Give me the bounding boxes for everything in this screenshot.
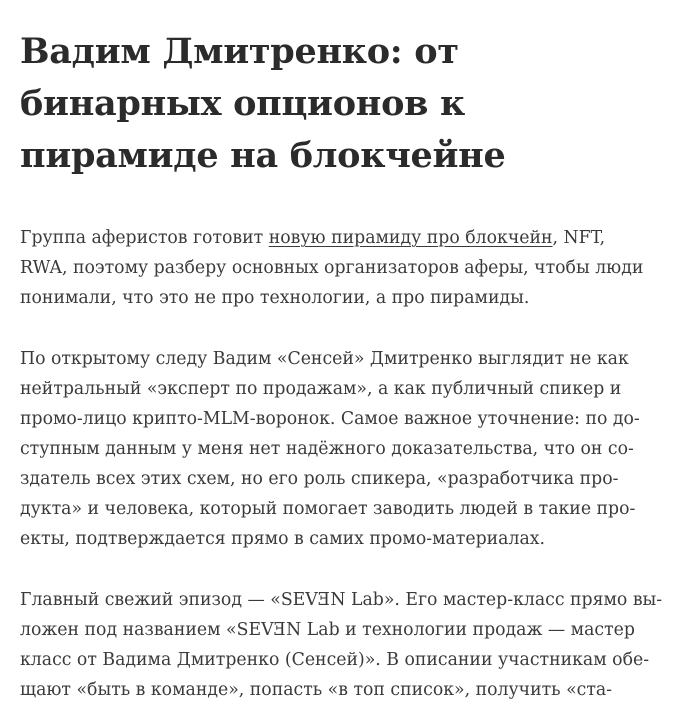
article xyxy=(20,0,670,705)
pyramid-blockchain-link[interactable]: новую пирамиду про блокчейн xyxy=(268,228,553,248)
paragraph-line xyxy=(20,223,670,253)
paragraph-line: дукта» и человека, который помогает заводить людей в такие про- xyxy=(20,499,636,519)
intro-text-before-link: Группа аферистов готовит xyxy=(20,228,269,248)
paragraph-line: Главный свежий эпизод — «SEVƎN Lab». Его мастер-класс прямо вы- xyxy=(20,590,663,610)
paragraph-line: екты, подтверждается прямо в самих промо-материалах. xyxy=(20,529,546,549)
intro-text-after-link: , NFT, xyxy=(552,228,606,248)
paragraph-line: ложен под названием «SEVƎN Lab и технологии продаж — мастер xyxy=(20,620,635,640)
paragraph-line: здатель всех этих схем, но его роль спикера, «разработчика про- xyxy=(20,469,619,489)
paragraph-line: ступным данным у меня нет надёжного доказательства, что он со- xyxy=(20,439,634,459)
paragraph-seven-lab xyxy=(20,585,670,705)
paragraph-line: нейтральный «эксперт по продажам», а как публичный спикер и xyxy=(20,379,622,399)
title-line: бинарных опционов к xyxy=(20,83,465,124)
paragraph-line: понимали, что это не про технологии, а про пирамиды. xyxy=(20,288,530,308)
article-title xyxy=(20,0,670,182)
paragraph-line: промо-лицо крипто-MLM-воронок. Самое важное уточнение: по до- xyxy=(20,409,640,429)
paragraph-line: По открытому следу Вадим «Сенсей» Дмитренко выглядит не как xyxy=(20,349,629,369)
title-line: пирамиде на блокчейне xyxy=(20,135,506,176)
paragraph-line: класс от Вадима Дмитренко (Сенсей)». В описании участникам обе- xyxy=(20,650,650,670)
paragraph-intro xyxy=(20,223,670,313)
paragraph-line: щают «быть в команде», попасть «в топ список», получить «ста- xyxy=(20,680,613,700)
paragraph-sensei xyxy=(20,344,670,554)
title-line: Вадим Дмитренко: от xyxy=(20,31,459,72)
paragraph-line: RWA, поэтому разберу основных организаторов аферы, чтобы люди xyxy=(20,258,644,278)
